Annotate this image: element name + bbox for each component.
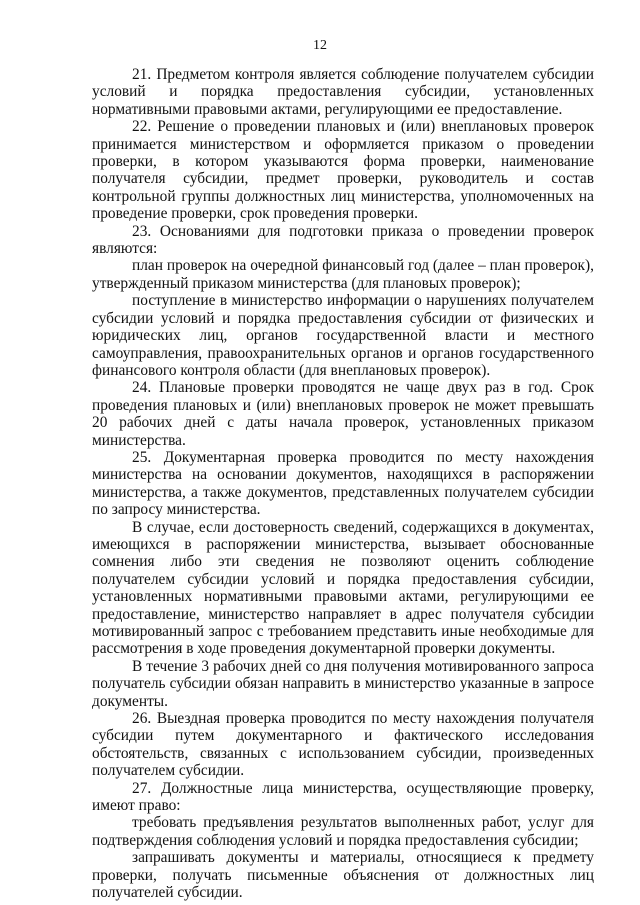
paragraph-27-request: запрашивать документы и материалы, относящиеся к предмету проверки, получать письменные объяснения от должностных лиц получателей субсидии.	[92, 849, 594, 902]
paragraph-27: 27. Должностные лица министерства, осуществляющие проверку, имеют право:	[92, 779, 594, 815]
document-body	[92, 66, 594, 902]
paragraph-23: 23. Основаниями для подготовки приказа о проведении проверок являются:	[92, 222, 594, 258]
paragraph-21: 21. Предметом контроля является соблюдение получателем субсидии условий и порядка предоставления субсидии, установленных нормативными правовыми актами, регулирующими ее предоставление.	[92, 66, 594, 118]
paragraph-23-information: поступление в министерство информации о нарушениях получателем субсидии условий и порядка предоставления субсидии от физических и юридических лиц, органов государственной власти и местного самоуправления, правоохранительных органов и органов государственного финансового контроля области (для внеплановых проверок).	[92, 292, 594, 379]
paragraph-23-plan: план проверок на очередной финансовый год (далее – план проверок), утвержденный приказом министерства (для плановых проверок);	[92, 257, 594, 292]
paragraph-25-case: В случае, если достоверность сведений, содержащихся в документах, имеющихся в распоряжении министерства, вызывает обоснованные сомнения либо эти сведения не позволяют оценить соблюдение получателем субсидии условий и порядка предоставления субсидии, установленных нормативными правовыми актами, регулирующими ее предоставление, министерство направляет в адрес получателя субсидии мотивированный запрос с требованием представить иные необходимые для рассмотрения в ходе проведения документарной проверки документы.	[92, 518, 594, 658]
paragraph-25: 25. Документарная проверка проводится по месту нахождения министерства на основании документов, находящихся в распоряжении министерства, а также документов, представленных получателем субсидии по запросу министерства.	[92, 448, 594, 519]
paragraph-25-deadline: В течение 3 рабочих дней со дня получения мотивированного запроса получатель субсидии обязан направить в министерство указанные в запросе документы.	[92, 657, 594, 710]
paragraph-26: 26. Выездная проверка проводится по месту нахождения получателя субсидии путем документарного и фактического исследования обстоятельств, связанных с использованием субсидии, произведенных получателем субсидии.	[92, 710, 594, 780]
paragraph-22: 22. Решение о проведении плановых и (или) внеплановых проверок принимается министерством и оформляется приказом о проведении проверки, в котором указываются форма проверки, наименование получателя субсидии, предмет проверки, руководитель и состав контрольной группы должностных лиц министерства, уполномоченных на проведение проверки, срок проведения проверки.	[92, 118, 594, 223]
paragraph-27-require: требовать предъявления результатов выполненных работ, услуг для подтверждения соблюдения условий и порядка предоставления субсидии;	[92, 814, 594, 849]
paragraph-24: 24. Плановые проверки проводятся не чаще двух раз в год. Срок проведения плановых и (или) внеплановых проверок не может превышать 20 рабочих дней с даты начала проверок, установленных приказом министерства.	[92, 379, 594, 449]
page-number: 12	[313, 38, 327, 53]
